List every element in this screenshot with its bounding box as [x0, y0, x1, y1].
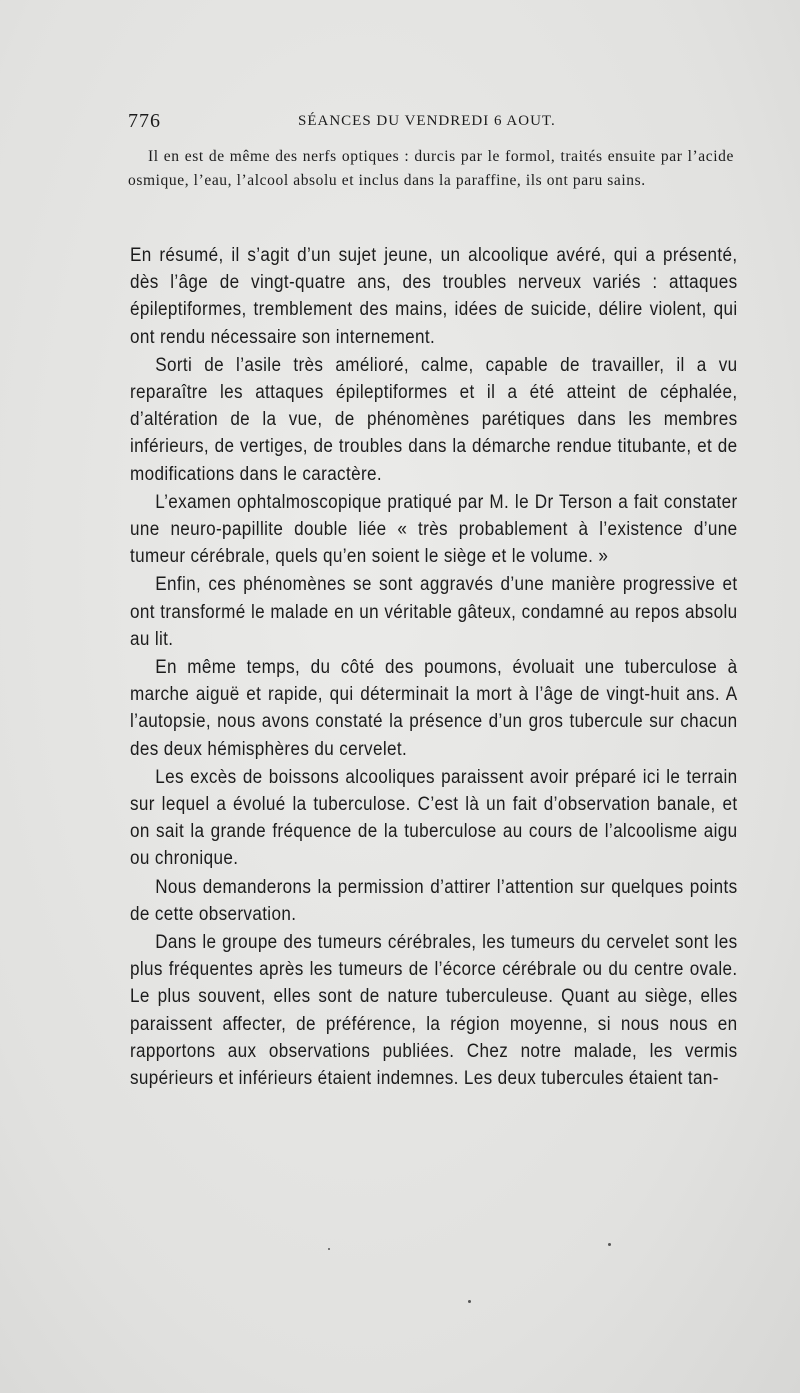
paragraph-alcohol: Les excès de boissons alcooliques paraissent avoir préparé ici le terrain sur lequel a évolué la tuberculose. C’est là un fait d’observation banale, et on sait la grande fréquence de la tuberculose au cours de l’alcoolisme aigu ou chronique. — [130, 766, 738, 870]
paragraph-tumors: Dans le groupe des tumeurs cérébrales, les tumeurs du cervelet sont les plus fréquentes après les tumeurs de l’écorce cérébrale ou du centre ovale. Le plus souvent, elles sont de nature tuberculeuse. Quant au siège, elles paraissent affecter, de préférence, la région moyenne, si nous nous en rapportons aux observations publiées. Chez notre malade, les vermis supérieurs et inférieurs étaient indemnes. Les deux tubercules étaient tan- — [130, 932, 738, 1090]
note-paragraph: Il en est de même des nerfs optiques : durcis par le formol, traités ensuite par l’acide osmique, l’eau, l’alcool absolu et inclus dans la paraffine, ils ont paru sains. — [128, 148, 734, 189]
paragraph-tuberculosis: En même temps, du côté des poumons, évoluait une tuberculose à marche aiguë et rapide, qui déterminait la mort à l’âge de vingt-huit ans. A l’autopsie, nous avons constaté la présence d’un gros tubercule sur chacun des deux hémisphères du cervelet. — [130, 657, 738, 760]
paragraph-ophthalmoscopy: L’examen ophtalmoscopique pratiqué par M. le Dr Terson a fait constater une neuro-papillite double liée « très probablement à l’existence d’une tumeur cérébrale, quels qu’en soient le siège et le volume. » — [130, 491, 738, 568]
paragraph-progression: Enfin, ces phénomènes se sont aggravés d’une manière progressive et ont transformé le malade en un véritable gâteux, condamné au repos absolu au lit. — [130, 574, 738, 650]
page-number: 776 — [128, 110, 161, 132]
print-speck — [328, 1248, 330, 1250]
print-speck — [468, 1300, 471, 1303]
page-header — [128, 110, 738, 140]
print-speck — [608, 1243, 611, 1246]
paragraph-asylum: Sorti de l’asile très amélioré, calme, capable de travailler, il a vu reparaître les attaques épileptiformes et il a été atteint de céphalée, d’altération de la vue, de phénomènes parétiques dans les membres inférieurs, de vertiges, de troubles dans la démarche rendue titubante, et de modifications dans le caractère. — [130, 354, 738, 485]
paragraph-permission: Nous demanderons la permission d’attirer l’attention sur quelques points de cette observation. — [130, 876, 738, 925]
footnote-block — [128, 145, 734, 193]
running-title: SÉANCES DU VENDREDI 6 AOUT. — [298, 113, 556, 129]
body-text — [130, 242, 738, 1093]
paragraph-summary: En résumé, il s’agit d’un sujet jeune, un alcoolique avéré, qui a présenté, dès l’âge de vingt-quatre ans, des troubles nerveux variés : attaques épileptiformes, tremblement des mains, idées de suicide, délire violent, qui ont rendu nécessaire son internement. — [130, 245, 738, 348]
